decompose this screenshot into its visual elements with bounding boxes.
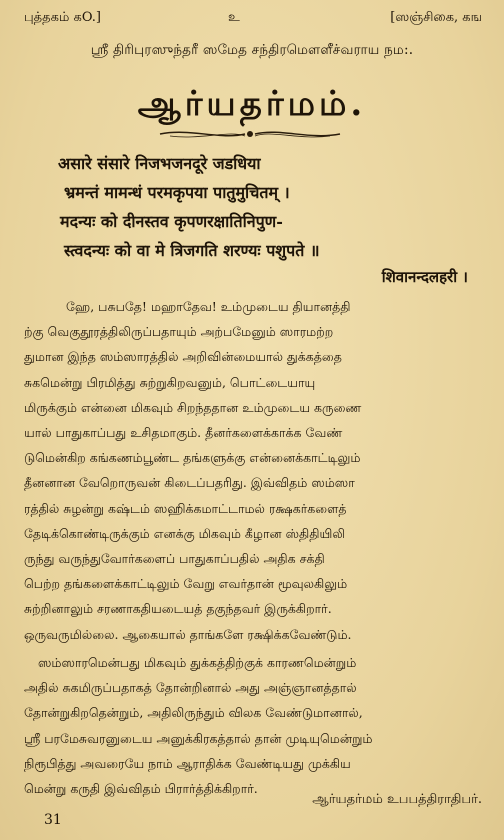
paragraph-line: துமான இந்த ஸம்ஸாரத்தில் அறிவின்மையால் துக்கத்தை <box>24 349 342 365</box>
issue-label: [ஸஞ்சிகை, கங <box>390 10 482 25</box>
paragraph-line: தேடிக்கொண்டிருக்கும் எனக்கு மிகவும் கீழான ஸ்திதியிலி <box>24 525 346 541</box>
paragraph-line: ருந்து வருந்துவோர்களைப் பாதுகாப்பதில் அதிக சக்தி <box>24 551 325 567</box>
paragraph-line: நிரூபித்து அவரையே நாம் ஆராதிக்க வேண்டியது முக்கிய <box>24 755 351 771</box>
invocation-line: ஸ்ரீ திரிபுரஸுந்தரீ ஸமேத சந்திரமௌளீச்வராய நம:. <box>90 42 414 58</box>
invocation-mark: உ <box>228 10 240 25</box>
page-number: 31 <box>44 812 62 828</box>
verse-line-2: भ्रमन्तं मामन्धं परमकृपया पातुमुचितम् । <box>64 183 290 202</box>
verse-source: शिवानन्दलहरी । <box>381 268 468 286</box>
paragraph-line: ஹே, பசுபதே! மஹாதேவ! உம்முடைய தியானத்தி <box>66 299 351 314</box>
paragraph-line: டுமென்கிற கங்கணம்பூண்ட தங்களுக்கு என்னைக்காட்டிலும் <box>24 450 361 466</box>
commentary-paragraph-2 <box>24 650 486 801</box>
paragraph-line: ஸ்ரீ பரமேசுவரனுடைய அனுக்கிரகத்தால் தான் முடியுமென்றும் <box>24 730 373 746</box>
paragraph-line: ரத்தில் சுழன்று கஷ்டம் ஸஹிக்கமாட்டாமல் ரக்ஷகர்களைத் <box>24 500 347 516</box>
running-header <box>0 10 504 32</box>
paragraph-line: ஸம்ஸாரமென்பது மிகவும் துக்கத்திற்குக் காரணமென்றும் <box>38 655 357 670</box>
paragraph-line: ற்கு வெகுதூரத்திலிருப்பதாயும் அற்பமேனும் ஸாரமற்ற <box>24 324 334 340</box>
paragraph-line: பெற்ற தங்களைக்காட்டிலும் வேறு எவர்தான் மூவுலகிலும் <box>24 576 348 592</box>
commentary-paragraph-1 <box>24 294 486 647</box>
verse-line-3: मदन्यः को दीनस्तव कृपणरक्षातिनिपुण- <box>60 212 283 231</box>
verse-line-1: असारे संसारे निजभजनदूरे जडधिया <box>58 154 261 173</box>
paragraph-line: அதில் சுகமிருப்பதாகத் தோன்றினால் அது அஞ்ஞானத்தால் <box>24 680 357 696</box>
verse-line-4: स्त्वदन्यः को वा मे त्रिजगति शरण्यः पशुपते ॥ <box>64 241 320 260</box>
paragraph-line: சுகமென்று பிரமித்து சுற்றுகிறவனும், பொட்டையாயு <box>24 374 316 390</box>
title-ornament-divider <box>150 126 350 142</box>
paragraph-line: தீனனான வேறொருவன் கிடைப்பதரிது. இவ்விதம் ஸம்ஸா <box>24 475 355 491</box>
paragraph-line: மிருக்கும் என்னை மிகவும் சிறந்ததான உம்முடைய கருணை <box>24 399 362 415</box>
paragraph-line: சுற்றினாலும் சரணாகதியடையத் தகுந்தவர் இருக்கிறார். <box>24 601 332 617</box>
paragraph-line: யால் பாதுகாப்பது உசிதமாகும். தீனர்களைக்காக்க வேண் <box>24 425 343 441</box>
paragraph-line: தோன்றுகிறதென்றும், அதிலிருந்தும் விலக வேண்டுமானால், <box>24 705 363 721</box>
volume-label: புத்தகம் கO.] <box>24 10 101 25</box>
paragraph-line: மென்று கருதி இவ்விதம் பிரார்த்திக்கிறார். <box>24 781 258 797</box>
page-title: ஆர்யதர்மம். <box>137 84 367 124</box>
paragraph-line: ஒருவருமில்லை. ஆகையால் தாங்களே ரக்ஷிக்கவேண்டும். <box>24 626 352 642</box>
author-signoff: ஆர்யதர்மம் உபபத்திராதிபர். <box>312 792 482 807</box>
